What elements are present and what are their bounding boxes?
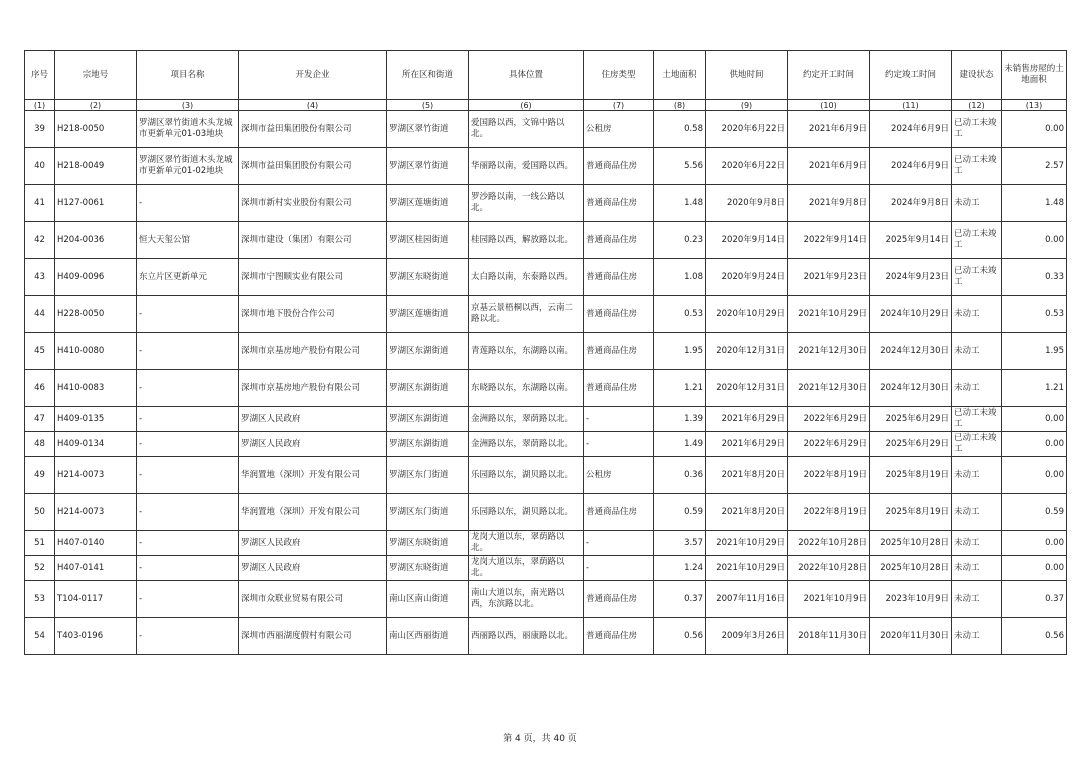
- location-cell: 金洲路以东，翠荫路以北。: [469, 407, 584, 432]
- table-row: [25, 432, 1067, 457]
- row-number-cell: 45: [25, 333, 55, 370]
- table-row: [25, 111, 1067, 148]
- completion-date-cell: 2023年10月9日: [870, 581, 952, 618]
- build-status-cell: 未动工: [952, 296, 1002, 333]
- completion-date-cell: 2024年9月8日: [870, 185, 952, 222]
- build-status-cell: 未动工: [952, 494, 1002, 531]
- row-number-cell: 50: [25, 494, 55, 531]
- header-cell: 开发企业: [239, 51, 387, 100]
- column-number-cell: (13): [1002, 100, 1067, 111]
- parcel-number-cell: H409-0134: [55, 432, 137, 457]
- supply-date-cell: 2020年9月24日: [706, 259, 788, 296]
- district-cell: 罗湖区莲塘街道: [387, 185, 469, 222]
- parcel-number-cell: T104-0117: [55, 581, 137, 618]
- start-date-cell: 2021年9月8日: [788, 185, 870, 222]
- housing-type-cell: 公租房: [584, 457, 654, 494]
- housing-type-cell: 普通商品住房: [584, 222, 654, 259]
- land-area-cell: 0.53: [654, 296, 706, 333]
- supply-date-cell: 2020年10月29日: [706, 296, 788, 333]
- developer-cell: 深圳市西丽湖度假村有限公司: [239, 618, 387, 655]
- unsold-area-cell: 0.00: [1002, 111, 1067, 148]
- developer-cell: 罗湖区人民政府: [239, 556, 387, 581]
- land-area-cell: 3.57: [654, 531, 706, 556]
- completion-date-cell: 2025年6月29日: [870, 407, 952, 432]
- column-number-cell: (6): [469, 100, 584, 111]
- supply-date-cell: 2020年6月22日: [706, 148, 788, 185]
- supply-date-cell: 2020年12月31日: [706, 370, 788, 407]
- district-cell: 罗湖区东门街道: [387, 494, 469, 531]
- table-row: [25, 618, 1067, 655]
- column-number-cell: (1): [25, 100, 55, 111]
- completion-date-cell: 2025年8月19日: [870, 457, 952, 494]
- developer-cell: 深圳市益田集团股份有限公司: [239, 111, 387, 148]
- location-cell: 桂园路以西，解放路以北。: [469, 222, 584, 259]
- district-cell: 罗湖区东晓街道: [387, 531, 469, 556]
- housing-type-cell: -: [584, 407, 654, 432]
- row-number-cell: 51: [25, 531, 55, 556]
- supply-date-cell: 2020年9月14日: [706, 222, 788, 259]
- developer-cell: 深圳市新村实业股份有限公司: [239, 185, 387, 222]
- developer-cell: 深圳市京基房地产股份有限公司: [239, 370, 387, 407]
- header-cell: 项目名称: [137, 51, 239, 100]
- table-row: [25, 531, 1067, 556]
- location-cell: 乐园路以东，湖贝路以北。: [469, 457, 584, 494]
- header-cell: 约定开工时间: [788, 51, 870, 100]
- build-status-cell: 未动工: [952, 531, 1002, 556]
- column-number-cell: (2): [55, 100, 137, 111]
- completion-date-cell: 2025年8月19日: [870, 494, 952, 531]
- row-number-cell: 53: [25, 581, 55, 618]
- project-name-cell: -: [137, 432, 239, 457]
- project-name-cell: -: [137, 370, 239, 407]
- build-status-cell: 未动工: [952, 556, 1002, 581]
- header-cell: 宗地号: [55, 51, 137, 100]
- developer-cell: 深圳市益田集团股份有限公司: [239, 148, 387, 185]
- column-number-cell: (8): [654, 100, 706, 111]
- project-name-cell: -: [137, 494, 239, 531]
- column-number-cell: (5): [387, 100, 469, 111]
- start-date-cell: 2021年12月30日: [788, 333, 870, 370]
- district-cell: 罗湖区东晓街道: [387, 259, 469, 296]
- developer-cell: 华润置地（深圳）开发有限公司: [239, 494, 387, 531]
- unsold-area-cell: 0.33: [1002, 259, 1067, 296]
- parcel-number-cell: H228-0050: [55, 296, 137, 333]
- district-cell: 罗湖区东门街道: [387, 457, 469, 494]
- parcel-number-cell: H407-0141: [55, 556, 137, 581]
- project-name-cell: -: [137, 407, 239, 432]
- developer-cell: 深圳市宁图顺实业有限公司: [239, 259, 387, 296]
- unsold-area-cell: 0.00: [1002, 457, 1067, 494]
- district-cell: 罗湖区桂园街道: [387, 222, 469, 259]
- build-status-cell: 已动工未竣工: [952, 407, 1002, 432]
- parcel-number-cell: H214-0073: [55, 494, 137, 531]
- project-name-cell: 东立片区更新单元: [137, 259, 239, 296]
- housing-type-cell: 普通商品住房: [584, 296, 654, 333]
- row-number-cell: 54: [25, 618, 55, 655]
- housing-type-cell: 普通商品住房: [584, 148, 654, 185]
- unsold-area-cell: 0.00: [1002, 556, 1067, 581]
- completion-date-cell: 2020年11月30日: [870, 618, 952, 655]
- housing-type-cell: 普通商品住房: [584, 185, 654, 222]
- location-cell: 金洲路以东，翠荫路以北。: [469, 432, 584, 457]
- row-number-cell: 39: [25, 111, 55, 148]
- start-date-cell: 2022年8月19日: [788, 457, 870, 494]
- supply-date-cell: 2021年8月20日: [706, 494, 788, 531]
- unsold-area-cell: 0.37: [1002, 581, 1067, 618]
- table-row: [25, 222, 1067, 259]
- start-date-cell: 2021年10月29日: [788, 296, 870, 333]
- unsold-area-cell: 1.48: [1002, 185, 1067, 222]
- parcel-number-cell: H218-0049: [55, 148, 137, 185]
- land-supply-table: [24, 50, 1067, 655]
- parcel-number-cell: H407-0140: [55, 531, 137, 556]
- row-number-cell: 44: [25, 296, 55, 333]
- supply-date-cell: 2020年12月31日: [706, 333, 788, 370]
- land-area-cell: 1.21: [654, 370, 706, 407]
- housing-type-cell: -: [584, 556, 654, 581]
- location-cell: 东晓路以东，东湖路以南。: [469, 370, 584, 407]
- unsold-area-cell: 0.00: [1002, 407, 1067, 432]
- developer-cell: 罗湖区人民政府: [239, 432, 387, 457]
- land-area-cell: 0.56: [654, 618, 706, 655]
- unsold-area-cell: 0.00: [1002, 432, 1067, 457]
- project-name-cell: -: [137, 556, 239, 581]
- district-cell: 罗湖区东湖街道: [387, 333, 469, 370]
- start-date-cell: 2022年6月29日: [788, 407, 870, 432]
- supply-date-cell: 2021年10月29日: [706, 556, 788, 581]
- completion-date-cell: 2024年6月9日: [870, 148, 952, 185]
- header-cell: 住房类型: [584, 51, 654, 100]
- land-table-container: [24, 50, 1066, 655]
- start-date-cell: 2021年12月30日: [788, 370, 870, 407]
- developer-cell: 罗湖区人民政府: [239, 407, 387, 432]
- housing-type-cell: -: [584, 432, 654, 457]
- location-cell: 南山大道以东，南光路以西，东滨路以北。: [469, 581, 584, 618]
- supply-date-cell: 2009年3月26日: [706, 618, 788, 655]
- build-status-cell: 已动工未竣工: [952, 259, 1002, 296]
- district-cell: 罗湖区东湖街道: [387, 432, 469, 457]
- supply-date-cell: 2007年11月16日: [706, 581, 788, 618]
- unsold-area-cell: 2.57: [1002, 148, 1067, 185]
- project-name-cell: -: [137, 296, 239, 333]
- project-name-cell: -: [137, 581, 239, 618]
- column-number-cell: (11): [870, 100, 952, 111]
- unsold-area-cell: 1.21: [1002, 370, 1067, 407]
- developer-cell: 深圳市地下股份合作公司: [239, 296, 387, 333]
- unsold-area-cell: 0.00: [1002, 222, 1067, 259]
- header-cell: 建设状态: [952, 51, 1002, 100]
- build-status-cell: 已动工未竣工: [952, 222, 1002, 259]
- start-date-cell: 2022年8月19日: [788, 494, 870, 531]
- project-name-cell: 恒大天玺公馆: [137, 222, 239, 259]
- start-date-cell: 2022年10月28日: [788, 531, 870, 556]
- parcel-number-cell: H409-0135: [55, 407, 137, 432]
- supply-date-cell: 2021年6月29日: [706, 432, 788, 457]
- land-area-cell: 5.56: [654, 148, 706, 185]
- header-cell: 具体位置: [469, 51, 584, 100]
- row-number-cell: 42: [25, 222, 55, 259]
- housing-type-cell: 普通商品住房: [584, 581, 654, 618]
- row-number-cell: 47: [25, 407, 55, 432]
- land-area-cell: 0.36: [654, 457, 706, 494]
- build-status-cell: 未动工: [952, 618, 1002, 655]
- supply-date-cell: 2021年8月20日: [706, 457, 788, 494]
- land-area-cell: 1.48: [654, 185, 706, 222]
- location-cell: 龙岗大道以东，翠荫路以北。: [469, 556, 584, 581]
- parcel-number-cell: H410-0080: [55, 333, 137, 370]
- table-row: [25, 259, 1067, 296]
- header-cell: 约定竣工时间: [870, 51, 952, 100]
- table-body: [25, 111, 1067, 655]
- start-date-cell: 2022年10月28日: [788, 556, 870, 581]
- completion-date-cell: 2025年6月29日: [870, 432, 952, 457]
- land-area-cell: 0.59: [654, 494, 706, 531]
- unsold-area-cell: 1.95: [1002, 333, 1067, 370]
- developer-cell: 罗湖区人民政府: [239, 531, 387, 556]
- table-row: [25, 185, 1067, 222]
- project-name-cell: 罗湖区翠竹街道木头龙城市更新单元01-03地块: [137, 111, 239, 148]
- header-cell: 所在区和街道: [387, 51, 469, 100]
- column-number-cell: (4): [239, 100, 387, 111]
- supply-date-cell: 2020年9月8日: [706, 185, 788, 222]
- table-row: [25, 457, 1067, 494]
- table-row: [25, 581, 1067, 618]
- completion-date-cell: 2025年10月28日: [870, 531, 952, 556]
- build-status-cell: 未动工: [952, 457, 1002, 494]
- column-number-row: [25, 100, 1067, 111]
- build-status-cell: 已动工未竣工: [952, 432, 1002, 457]
- land-area-cell: 1.39: [654, 407, 706, 432]
- supply-date-cell: 2021年10月29日: [706, 531, 788, 556]
- row-number-cell: 40: [25, 148, 55, 185]
- project-name-cell: -: [137, 333, 239, 370]
- build-status-cell: 未动工: [952, 581, 1002, 618]
- build-status-cell: 已动工未竣工: [952, 111, 1002, 148]
- housing-type-cell: 普通商品住房: [584, 370, 654, 407]
- row-number-cell: 43: [25, 259, 55, 296]
- column-number-cell: (10): [788, 100, 870, 111]
- completion-date-cell: 2024年12月30日: [870, 370, 952, 407]
- column-number-cell: (12): [952, 100, 1002, 111]
- row-number-cell: 41: [25, 185, 55, 222]
- location-cell: 青莲路以东，东湖路以南。: [469, 333, 584, 370]
- parcel-number-cell: T403-0196: [55, 618, 137, 655]
- land-area-cell: 1.49: [654, 432, 706, 457]
- completion-date-cell: 2025年9月14日: [870, 222, 952, 259]
- unsold-area-cell: 0.53: [1002, 296, 1067, 333]
- district-cell: 南山区西丽街道: [387, 618, 469, 655]
- table-row: [25, 148, 1067, 185]
- location-cell: 西丽路以西，丽康路以北。: [469, 618, 584, 655]
- table-row: [25, 370, 1067, 407]
- table-row: [25, 494, 1067, 531]
- column-number-cell: (3): [137, 100, 239, 111]
- parcel-number-cell: H410-0083: [55, 370, 137, 407]
- completion-date-cell: 2025年10月28日: [870, 556, 952, 581]
- parcel-number-cell: H409-0096: [55, 259, 137, 296]
- land-area-cell: 1.95: [654, 333, 706, 370]
- district-cell: 罗湖区莲塘街道: [387, 296, 469, 333]
- build-status-cell: 未动工: [952, 333, 1002, 370]
- project-name-cell: -: [137, 457, 239, 494]
- unsold-area-cell: 0.56: [1002, 618, 1067, 655]
- supply-date-cell: 2020年6月22日: [706, 111, 788, 148]
- district-cell: 罗湖区东湖街道: [387, 370, 469, 407]
- header-cell: 供地时间: [706, 51, 788, 100]
- project-name-cell: -: [137, 531, 239, 556]
- unsold-area-cell: 0.59: [1002, 494, 1067, 531]
- completion-date-cell: 2024年12月30日: [870, 333, 952, 370]
- developer-cell: 深圳市众联业贸易有限公司: [239, 581, 387, 618]
- start-date-cell: 2021年9月23日: [788, 259, 870, 296]
- parcel-number-cell: H204-0036: [55, 222, 137, 259]
- location-cell: 太白路以南，东泰路以西。: [469, 259, 584, 296]
- column-number-cell: (7): [584, 100, 654, 111]
- land-area-cell: 1.08: [654, 259, 706, 296]
- location-cell: 华丽路以南，爱国路以西。: [469, 148, 584, 185]
- parcel-number-cell: H214-0073: [55, 457, 137, 494]
- row-number-cell: 46: [25, 370, 55, 407]
- land-area-cell: 0.23: [654, 222, 706, 259]
- developer-cell: 深圳市建设（集团）有限公司: [239, 222, 387, 259]
- parcel-number-cell: H218-0050: [55, 111, 137, 148]
- housing-type-cell: 普通商品住房: [584, 259, 654, 296]
- unsold-area-cell: 0.00: [1002, 531, 1067, 556]
- location-cell: 京基云景梧桐以西，云南二路以北。: [469, 296, 584, 333]
- project-name-cell: -: [137, 185, 239, 222]
- start-date-cell: 2021年6月9日: [788, 148, 870, 185]
- district-cell: 南山区南山街道: [387, 581, 469, 618]
- header-cell: 土地面积: [654, 51, 706, 100]
- start-date-cell: 2022年9月14日: [788, 222, 870, 259]
- column-number-cell: (9): [706, 100, 788, 111]
- developer-cell: 华润置地（深圳）开发有限公司: [239, 457, 387, 494]
- developer-cell: 深圳市京基房地产股份有限公司: [239, 333, 387, 370]
- housing-type-cell: 普通商品住房: [584, 494, 654, 531]
- table-row: [25, 333, 1067, 370]
- build-status-cell: 未动工: [952, 185, 1002, 222]
- page-footer: 第 4 页，共 40 页: [503, 734, 577, 744]
- project-name-cell: 罗湖区翠竹街道木头龙城市更新单元01-02地块: [137, 148, 239, 185]
- district-cell: 罗湖区翠竹街道: [387, 111, 469, 148]
- location-cell: 罗沙路以南，一线公路以北。: [469, 185, 584, 222]
- project-name-cell: -: [137, 618, 239, 655]
- start-date-cell: 2021年6月9日: [788, 111, 870, 148]
- district-cell: 罗湖区东湖街道: [387, 407, 469, 432]
- start-date-cell: 2022年6月29日: [788, 432, 870, 457]
- row-number-cell: 52: [25, 556, 55, 581]
- start-date-cell: 2018年11月30日: [788, 618, 870, 655]
- header-row: [25, 51, 1067, 100]
- housing-type-cell: 普通商品住房: [584, 618, 654, 655]
- table-row: [25, 296, 1067, 333]
- land-area-cell: 0.37: [654, 581, 706, 618]
- row-number-cell: 49: [25, 457, 55, 494]
- district-cell: 罗湖区东晓街道: [387, 556, 469, 581]
- header-cell: 序号: [25, 51, 55, 100]
- completion-date-cell: 2024年10月29日: [870, 296, 952, 333]
- completion-date-cell: 2024年6月9日: [870, 111, 952, 148]
- location-cell: 乐园路以东，湖贝路以北。: [469, 494, 584, 531]
- supply-date-cell: 2021年6月29日: [706, 407, 788, 432]
- land-area-cell: 1.24: [654, 556, 706, 581]
- table-row: [25, 556, 1067, 581]
- build-status-cell: 未动工: [952, 370, 1002, 407]
- location-cell: 爱国路以西，文锦中路以北。: [469, 111, 584, 148]
- parcel-number-cell: H127-0061: [55, 185, 137, 222]
- land-area-cell: 0.58: [654, 111, 706, 148]
- table-row: [25, 407, 1067, 432]
- housing-type-cell: -: [584, 531, 654, 556]
- start-date-cell: 2021年10月9日: [788, 581, 870, 618]
- build-status-cell: 已动工未竣工: [952, 148, 1002, 185]
- header-cell: 未销售房屋的土地面积: [1002, 51, 1067, 100]
- housing-type-cell: 公租房: [584, 111, 654, 148]
- housing-type-cell: 普通商品住房: [584, 333, 654, 370]
- completion-date-cell: 2024年9月23日: [870, 259, 952, 296]
- district-cell: 罗湖区翠竹街道: [387, 148, 469, 185]
- row-number-cell: 48: [25, 432, 55, 457]
- location-cell: 龙岗大道以东，翠荫路以北。: [469, 531, 584, 556]
